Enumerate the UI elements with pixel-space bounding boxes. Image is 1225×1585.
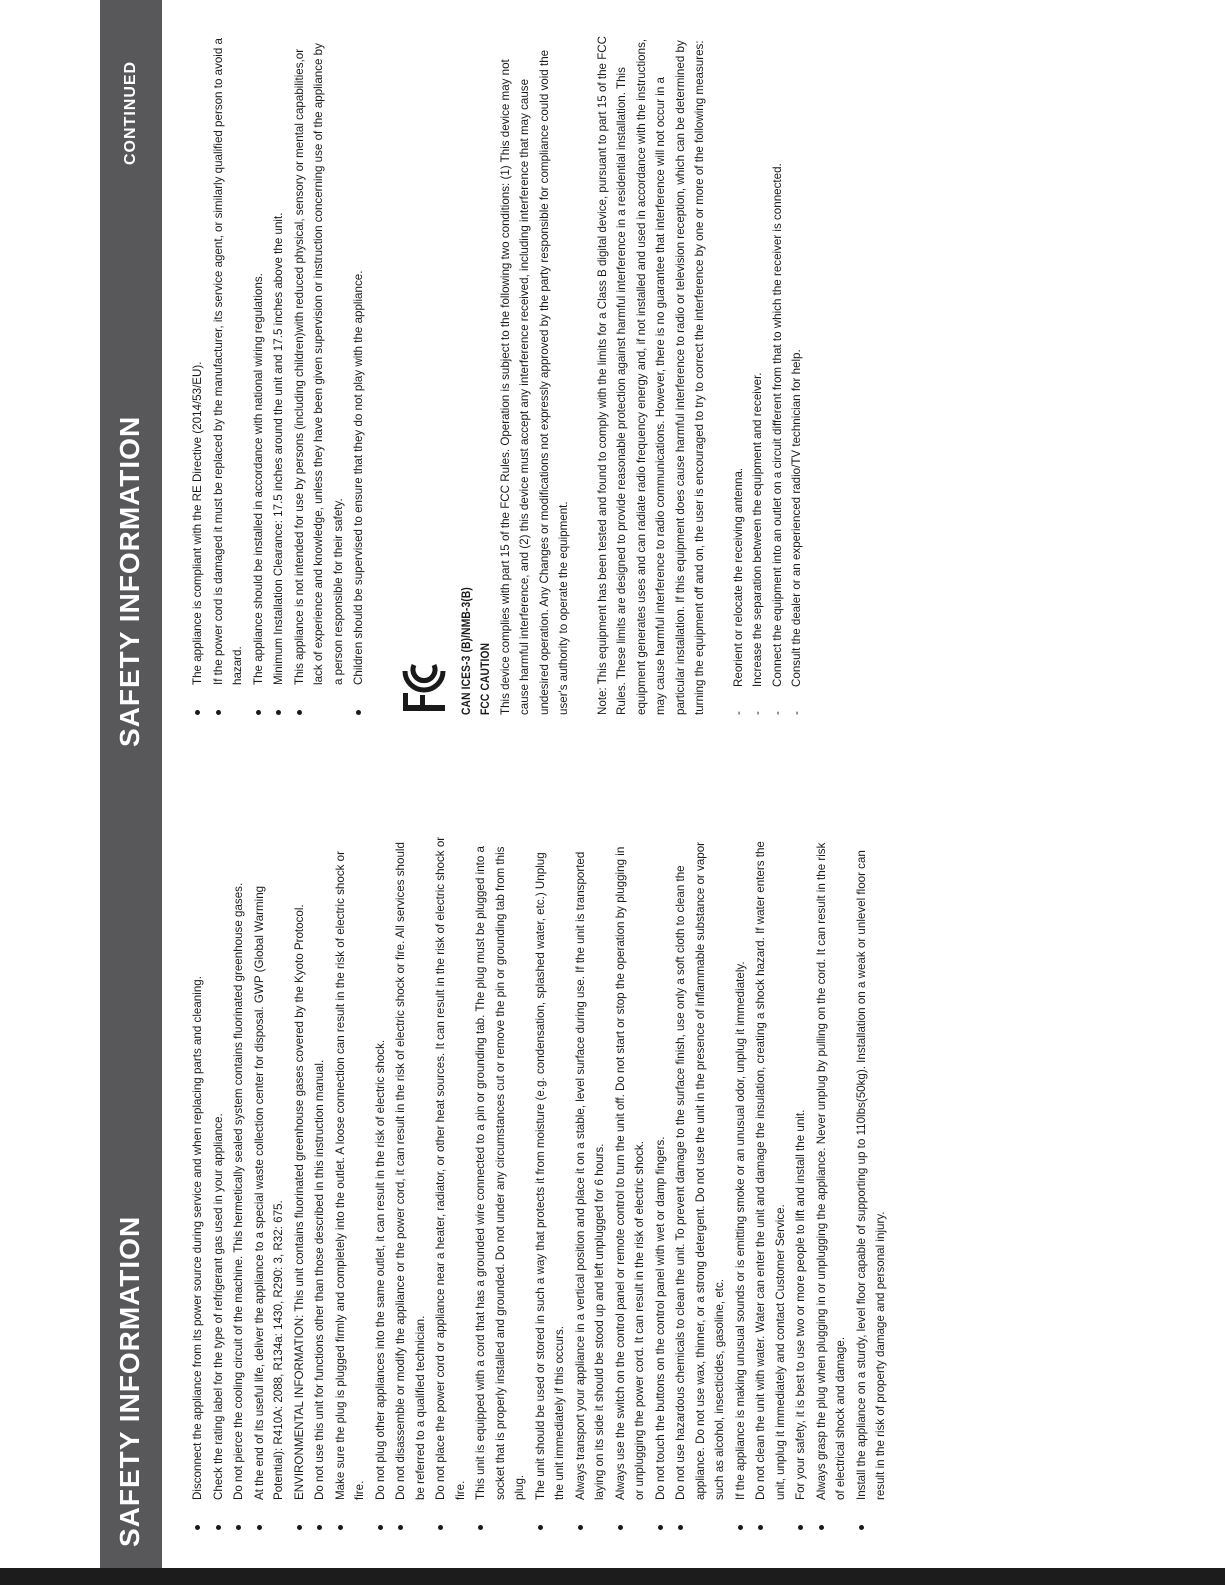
bullet-text: If the appliance is making unusual sounds or is emitting smoke or an unusual odor, unplug it immediately. [733,961,747,1500]
bullet-dot-icon [678,1525,683,1530]
bullet-dot-icon [538,1525,543,1530]
bullet-text: ENVIRONMENTAL INFORMATION: This unit contains fluorinated greenhouse gases covered by the Kyoto Protocol. [292,904,306,1500]
bullet-dot-icon [338,1525,343,1530]
measure-text: Consult the dealer or an experienced radio/TV technician for help. [790,349,803,687]
bullet-text: Always transport your appliance in a vertical position and place it on a stable, level surface during use. If the unit is transported laying on its side it should be stood up and left unplugged for 6 hours. [573,851,606,1500]
bullet-dot-icon [297,710,302,715]
bullet-text: If the power cord is damaged it must be replaced by the manufacturer, its service agent, or similarly qualified person to avoid a hazard. [211,37,244,685]
bullet-item [391,835,430,1530]
bullet-item [331,835,370,1530]
bullet-item [731,835,751,1530]
bullet-dot-icon [398,1525,403,1530]
bullet-dot-icon [236,1525,241,1530]
ices-line: CAN ICES-3 (B)/NMB-3(B) [458,586,473,715]
bullet-item [611,835,650,1530]
bullet-text: Do not pierce the cooling circuit of the machine. This hermetically sealed system contains fluorinated greenhouse gases. [232,882,245,1500]
bullet-text: This appliance is not intended for use by persons (including children)with reduced physical, sensory or mental capabilities,or lack of experience and knowledge, unless they have been given supervision or instruction concerning use of the appliance by a person responsible for their safety. [292,43,345,685]
bullet-text: Do not place the power cord or appliance near a heater, radiator, or other heat sources. It can result in the risk of electric shock or fire. [434,836,467,1500]
bullet-text: Do not clean the unit with water. Water can enter the unit and damage the insulation, creating a shock hazard. If water enters the unit, unplug it immediately and contact Customer Service. [754,841,787,1500]
bullet-dot-icon [798,1525,803,1530]
bullet-text: Do not touch the buttons on the control panel with wet or damp fingers. [653,1136,667,1500]
bullet-item [269,35,289,715]
right-column [188,35,807,715]
dash-marker: - [751,711,764,715]
bullet-dot-icon [578,1525,583,1530]
measure-item [768,35,788,715]
fcc-note-paragraph: Note: This equipment has been tested and found to comply with the limits for a Class B digital device, pursuant to part 15 of the FCC Rules. These limits are designed to provide reasonable protection against harmful interference in a residential installation. This equipment generates uses and can radiate radio frequency energy and, if not installed and used in accordance with the instructions, may cause harmful interference to radio communications. However, there is no guarantee that interference will not occur in a particular installation. If this equipment does cause harmful interference to radio or television reception, which can be determined by turning the equipment off and on, the user is encouraged to try to correct the interference by one or more of the following measures: [595,35,706,715]
fcc-compliance-paragraph: This device complies with part 15 of the FCC Rules. Operation is subject to the following two conditions: (1) This device may not cause harmful interference, and (2) this device must accept any interference received, including interference that may cause undesired operation. Any Changes or modifications not expressly approved by the party responsible for compliance could void the user's authority to operate the equipment. [498,49,570,715]
bullet-text: Do not use this unit for functions other than those described in this instruction manual. [313,1059,326,1500]
measure-text: Connect the equipment into an outlet on a circuit different from that to which the receiver is connected. [770,163,784,687]
measure-text: Increase the separation between the equipment and receiver. [751,372,764,687]
left-bullet-list [188,835,891,1530]
bullet-dot-icon [317,1525,322,1530]
bullet-item [209,35,248,715]
bullet-item [651,835,671,1530]
bullet-dot-icon [195,1525,200,1530]
bullet-item [188,835,208,1530]
page-title-right: SAFETY INFORMATION [114,415,145,747]
bullet-text: Always use the switch on the control panel or remote control to turn the unit off. Do not start or stop the operation by plugging in or unplugging the power cord. It can result in the risk of electric shock. [613,846,646,1500]
bullet-text: The appliance should be installed in accordance with national wiring regulations. [251,273,265,685]
bullet-dot-icon [356,710,361,715]
bullet-dot-icon [478,1525,483,1530]
fcc-section [399,35,807,715]
bullet-dot-icon [378,1525,383,1530]
bullet-text: Do not use hazardous chemicals to clean the unit. To prevent damage to the surface finish, use only a soft cloth to clean the appliance. Do not use wax, thinner, or a strong detergent. Do not use the unit in the presence of inflammable substance or vapor such as alcohol, insecticides, gasoline, etc. [674,841,726,1500]
bullet-item [431,835,470,1530]
bullet-text: This unit is equipped with a cord that has a grounded wire connected to a pin or grounding tab. The plug must be plugged into a socket that is properly installed and grounded. Do not under any circumstances cut or remove the pin or grounding tab from this plug. [474,846,526,1500]
dash-marker: - [731,711,745,715]
bullet-text: The appliance is compliant with the RE Directive (2014/53/EU). [191,361,204,685]
bullet-item [310,835,330,1530]
bullet-dot-icon [216,710,221,715]
bullet-text: Check the rating label for the type of refrigerant gas used in your appliance. [211,1113,225,1500]
bullet-dot-icon [257,1525,262,1530]
page-title-left: SAFETY INFORMATION [114,1215,145,1547]
right-bullet-list [188,35,369,715]
bullet-item [349,35,369,715]
bullet-item [791,835,811,1530]
measure-text: Reorient or relocate the receiving antenna. [731,467,745,687]
bullet-text: For your safety, it is best to use two or more people to lift and install the unit. [794,1109,807,1500]
bullet-text: The unit should be used or stored in such a way that protects it from moisture (e.g. condensation, splashed water, etc.) Unplug the unit immediately if this occurs. [533,852,566,1500]
bullet-dot-icon [297,1525,302,1530]
bullet-item [209,835,229,1530]
measure-item [729,35,749,715]
bullet-dot-icon [859,1525,864,1530]
bullet-dot-icon [738,1525,743,1530]
bullet-text: Always grasp the plug when plugging in or unplugging the appliance. Never unplug by pulling on the cord. It can result in the risk of electrical shock and damage. [814,842,847,1500]
bullet-item [229,835,249,1530]
dash-marker: - [770,711,784,715]
bullet-dot-icon [438,1525,443,1530]
bullet-item [471,835,530,1530]
bullet-text: Minimum Installation Clearance: 17.5 inches around the unit and 17.5 inches above the unit. [272,212,285,685]
bullet-text: Install the appliance on a sturdy, level floor capable of supporting up to 110lbs(50kg). Installation on a weak or unlevel floor can result in the risk of property damage and personal injury. [854,850,887,1500]
bullet-item [249,35,269,715]
bullet-item [371,835,391,1530]
bullet-item [571,835,610,1530]
bullet-text: Children should be supervised to ensure that they do not play with the appliance. [352,270,365,685]
bullet-item [751,835,790,1530]
bullet-item [250,835,289,1530]
bullet-dot-icon [195,710,200,715]
fcc-logo-icon [399,645,449,715]
bullet-dot-icon [618,1525,623,1530]
bullet-item [290,835,310,1530]
dash-marker: - [790,711,803,715]
fcc-measures-list [729,35,807,715]
bullet-item [812,835,851,1530]
continued-label: CONTINUED [122,60,139,165]
left-column [188,835,892,1530]
bullet-text: Disconnect the appliance from its power source during service and when replacing parts and cleaning. [191,976,204,1500]
measure-item [748,35,768,715]
bullet-text: Do not plug other appliances into the same outlet, it can result in the risk of electric shock. [373,1039,387,1500]
bullet-dot-icon [256,710,261,715]
bullet-item [671,835,730,1530]
bullet-item [188,35,208,715]
bullet-item [290,35,349,715]
bullet-dot-icon [216,1525,221,1530]
bullet-dot-icon [658,1525,663,1530]
bullet-item [852,835,891,1530]
bullet-text: Do not disassemble or modify the appliance or the power cord, it can result in the risk of electric shock or fire. All services should be referred to a qualified technician. [394,842,427,1500]
bullet-text: Make sure the plug is plugged firmly and completely into the outlet. A loose connection can result in the risk of electric shock or fire. [333,851,366,1500]
measure-item [787,35,807,715]
bullet-text: At the end of its useful life, deliver the appliance to a special waste collection center for disposal. GWP (Global Warming Potential): R410A: 2088, R134a: 1430, R290: 3, R32: 675. [252,885,285,1500]
rotated-page [100,0,1200,1585]
bullet-dot-icon [276,710,281,715]
bullet-item [531,835,570,1530]
fcc-caution-heading: FCC CAUTION [478,642,492,715]
bullet-dot-icon [819,1525,824,1530]
bullet-dot-icon [758,1525,763,1530]
